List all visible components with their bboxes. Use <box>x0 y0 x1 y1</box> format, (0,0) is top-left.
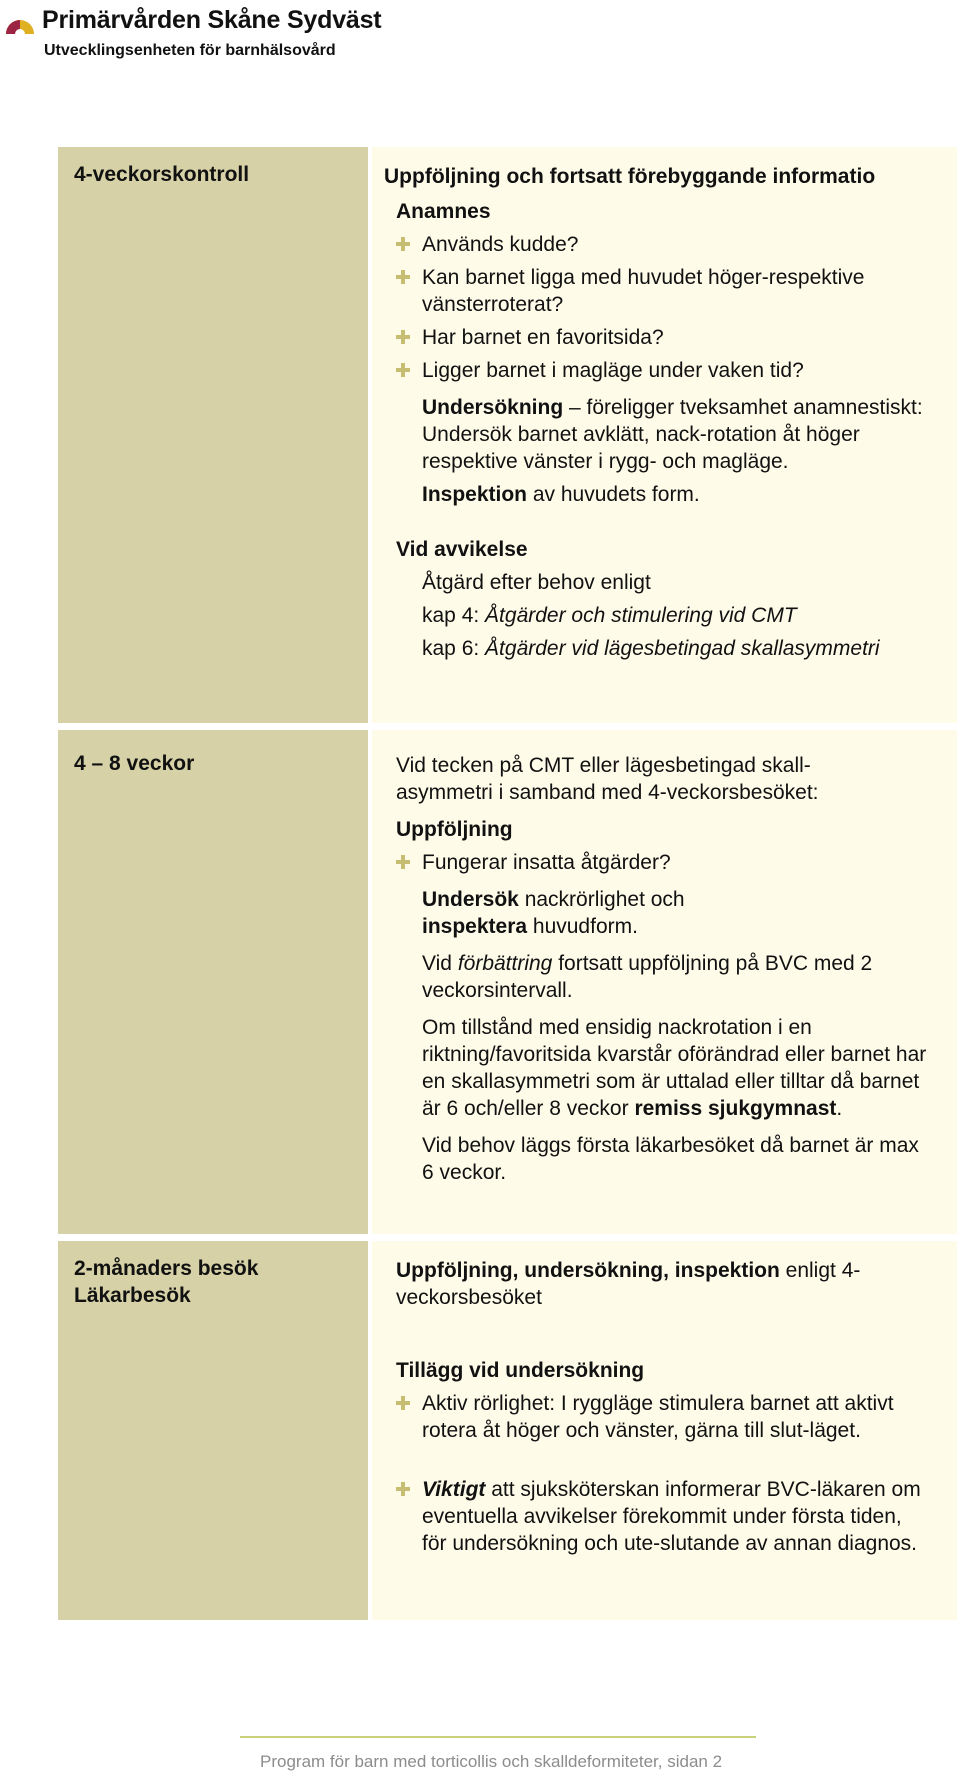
tillagg-list <box>396 1390 931 1557</box>
kap4-title: Åtgärder och stimulering vid CMT <box>485 604 797 627</box>
row-content <box>372 147 957 723</box>
inspektion-label: Inspektion <box>422 483 528 506</box>
inspektera-text: huvudform. <box>527 915 638 938</box>
undersokning-paragraph <box>396 394 931 475</box>
uppfoljning-paragraph <box>396 1257 931 1311</box>
list-item <box>396 849 931 876</box>
sun-logo-icon <box>4 4 36 36</box>
list-item-text: Har barnet en favoritsida? <box>422 326 664 349</box>
anamnes-heading: Anamnes <box>396 200 491 223</box>
schedule-table <box>58 147 957 1620</box>
list-item-text: Aktiv rörlighet: I ryggläge stimulera barnet att aktivt rotera åt höger och vänster, gärna till slut-läget. <box>422 1392 894 1442</box>
row-label <box>58 1241 368 1620</box>
undersok-label: Undersök <box>422 888 519 911</box>
kap6-title: Åtgärder vid lägesbetingad skallasymmetri <box>485 637 880 660</box>
list-item <box>396 357 931 384</box>
vid-text: fortsatt uppföljning på BVC med 2 veckorsintervall. <box>422 952 873 1002</box>
row-content <box>372 730 957 1234</box>
inspektion-paragraph <box>396 481 931 508</box>
list-item-text: Kan barnet ligga med huvudet höger-respektive vänsterroterat? <box>422 266 865 316</box>
chapter-4-reference <box>396 602 931 629</box>
row-label-text: 4-veckorskontroll <box>74 163 250 186</box>
behov-paragraph: Vid behov läggs första läkarbesöket då barnet är max 6 veckor. <box>422 1134 919 1184</box>
om-text: Om tillstånd med ensidig nackrotation i en riktning/favoritsida kvarstår oförändrad eller barnet har en skallasymmetri som är uttalad eller tilltar då barnet är 6 och/eller 8 veckor <box>422 1016 927 1120</box>
bullet-icon <box>396 1482 410 1496</box>
chapter-6-reference <box>396 635 931 662</box>
viktigt-label: Viktigt <box>422 1478 486 1501</box>
table-row <box>58 1241 957 1620</box>
list-item <box>396 264 931 318</box>
undersokning-text: – föreligger tveksamhet anamnestiskt: Undersök barnet avklätt, nack-rotation åt höger respektive vänster i rygg- och magläge. <box>422 396 923 473</box>
om-paragraph <box>396 1014 931 1122</box>
tillagg-heading: Tillägg vid undersökning <box>396 1359 645 1382</box>
bullet-icon <box>396 237 410 251</box>
bullet-icon <box>396 363 410 377</box>
undersok-paragraph <box>396 886 931 940</box>
list-item <box>396 1390 931 1444</box>
remiss-text: remiss sjukgymnast <box>634 1097 837 1120</box>
list-item <box>396 324 931 351</box>
undersokning-label: Undersökning <box>422 396 564 419</box>
inspektera-label: inspektera <box>422 915 528 938</box>
header-logo-row <box>4 4 381 36</box>
forbattring-word: förbättring <box>457 952 553 975</box>
row-label <box>58 147 368 723</box>
row-label-text: 4 – 8 veckor <box>74 752 195 775</box>
bullet-icon <box>396 270 410 284</box>
row-label-line-1: 2-månaders besök <box>74 1257 259 1280</box>
viktigt-text: att sjuksköterskan informerar BVC-läkaren om eventuella avvikelser förekommit under första tiden, för undersökning och ute-slutande av annan diagnos. <box>422 1478 921 1555</box>
row-content <box>372 1241 957 1620</box>
intro-text: Vid tecken på CMT eller lägesbetingad skall-asymmetri i samband med 4-veckorsbesöket: <box>396 754 819 804</box>
inspektion-text: av huvudets form. <box>527 483 700 506</box>
bullet-icon <box>396 855 410 869</box>
section-title: Uppföljning och fortsatt förebyggande informatio <box>384 165 876 188</box>
page-footer: Program för barn med torticollis och skalldeformiteter, sidan 2 <box>260 1752 723 1771</box>
list-item <box>396 1476 931 1557</box>
avvikelse-line: Åtgärd efter behov enligt <box>422 571 651 594</box>
om-end: . <box>836 1097 843 1120</box>
forbattring-paragraph <box>396 950 931 1004</box>
avvikelse-heading: Vid avvikelse <box>396 538 528 561</box>
list-item-text: Används kudde? <box>422 233 579 256</box>
table-row <box>58 730 957 1234</box>
uppfoljning-text: enligt 4-veckorsbesöket <box>396 1259 861 1309</box>
bullet-icon <box>396 1396 410 1410</box>
anamnes-list <box>396 231 931 384</box>
list-item-text: Ligger barnet i magläge under vaken tid? <box>422 359 804 382</box>
page-header <box>4 4 381 60</box>
bullet-icon <box>396 330 410 344</box>
footer-divider <box>240 1736 756 1738</box>
uppfoljning-label: Uppföljning, undersökning, inspektion <box>396 1259 780 1282</box>
unit-name: Utvecklingsenheten för barnhälsovård <box>44 42 336 59</box>
undersok-text: nackrörlighet och <box>518 888 685 911</box>
list-item <box>396 231 931 258</box>
row-label <box>58 730 368 1234</box>
table-row <box>58 147 957 723</box>
vid-prefix: Vid <box>422 952 458 975</box>
list-item-text: Fungerar insatta åtgärder? <box>422 851 671 874</box>
kap6-prefix: kap 6: <box>422 637 486 660</box>
org-name: Primärvården Skåne Sydväst <box>42 5 382 34</box>
kap4-prefix: kap 4: <box>422 604 486 627</box>
uppfoljning-heading: Uppföljning <box>396 818 513 841</box>
uppfoljning-list <box>396 849 931 876</box>
row-label-line-2: Läkarbesök <box>74 1284 191 1307</box>
